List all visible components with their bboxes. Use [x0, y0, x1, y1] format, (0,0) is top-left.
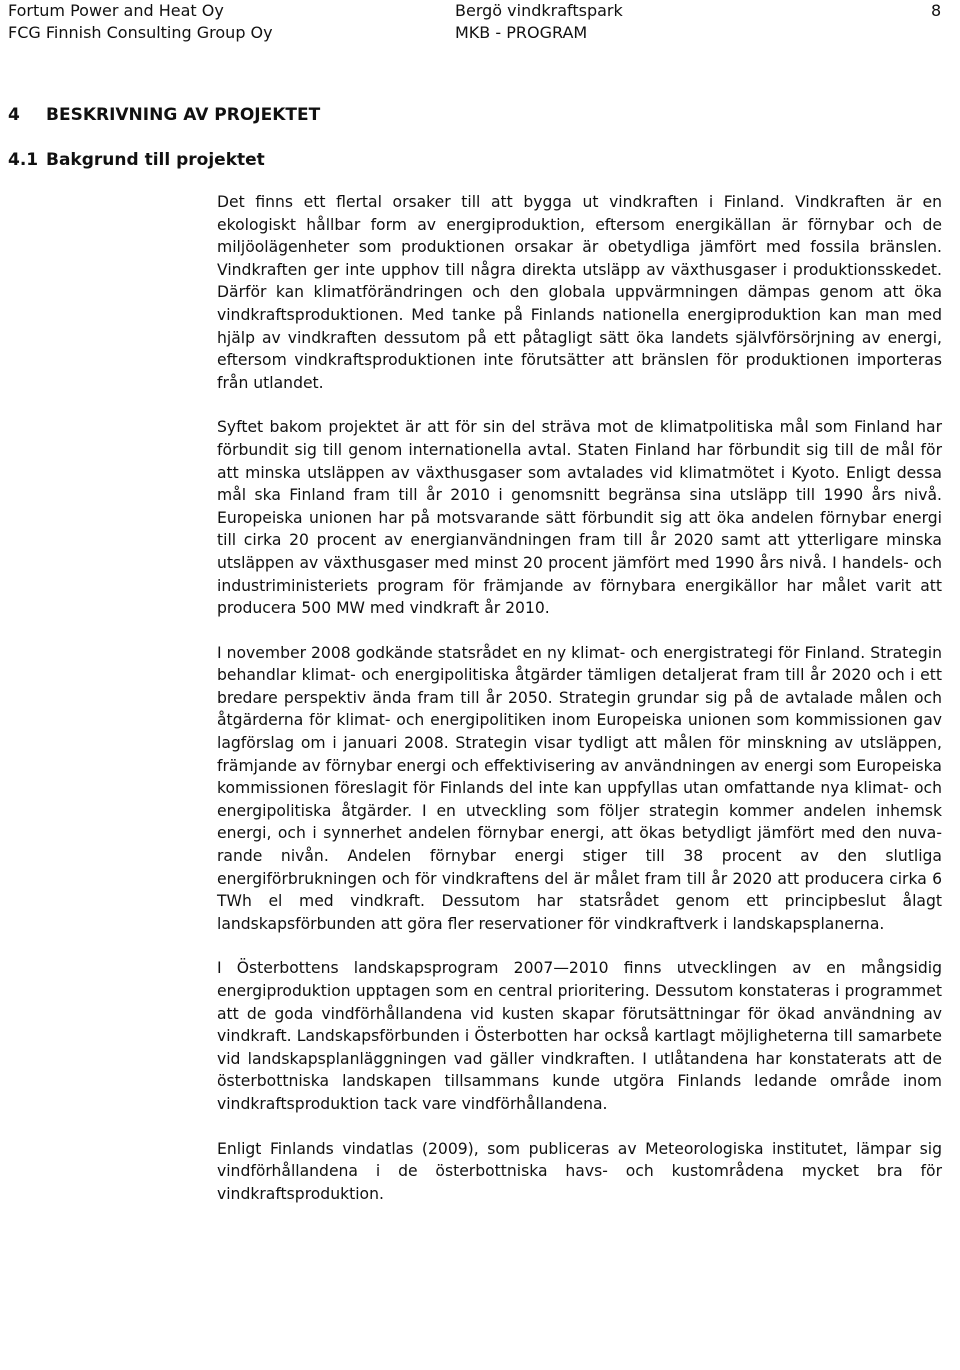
header-company-line1: Fortum Power and Heat Oy	[8, 1, 224, 20]
header-company-block	[8, 0, 273, 44]
header-project-block	[455, 0, 623, 44]
section-number: 4	[8, 105, 20, 125]
header-project-line2: MKB - PROGRAM	[455, 23, 588, 42]
section-heading-4	[8, 104, 320, 126]
paragraph-4: I Österbottens landskapsprogram 2007—2010 finns utvecklingen av en mångsidig energiproduktion upptagen som en central prioritering. Dessutom konstateras i programmet att de goda vindförhållandena vid kusten skapar förutsättningar för ökad användning av vindkraft. Landskapsförbunden i Österbotten har också kartlagt möjligheterna till samarbete vid landskapsplanläggningen vad gäller vindkraften. I utlåtandena har konstaterats att de österbottniska landskapen tillsammans kunde utgöra Finlands ledande område inom vindkraftsproduktion tack vare vindförhållandena.	[217, 959, 942, 1113]
paragraph-2: Syftet bakom projektet är att för sin del sträva mot de klimatpolitiska mål som Finland har förbundit sig till genom internationella avtal. Staten Finland har förbundit sig till de mål för att minska utsläppen av växthusgaser som avtalades vid klimatmötet i Kyoto. Enligt dessa mål ska Finland fram till år 2010 i genomsnitt begränsa sina utsläpp till 1990 års nivå. Europeiska unionen har på motsvarande sätt förbundit sig att öka andelen förnybar energi till cirka 20 procent av energianvändningen fram till år 2020 samt att ytterligare minska utsläppen av växthusgaser med minst 20 procent jämfört med 1990 års nivå. I handels- och industriministeriets program för främjande av förnybara energikällor har målet varit att producera 500 MW med vindkraft år 2010.	[217, 418, 942, 618]
page-header	[0, 0, 960, 48]
paragraph-3: I november 2008 godkände statsrådet en ny klimat- och energistrategi för Finland. Strategin behandlar klimat- och energipolitiska åtgärder tämligen detaljerat fram till år 2020 och i ett bredare perspektiv ända fram till år 2050. Strategin grundar sig på de avtalade målen och åtgärderna för klimat- och energipolitiken inom Europeiska unionen som kommissionen gav lagförslag om i januari 2008. Strategin visar tydligt att målen för minskning av utsläppen, främjande av förnybar energi och effektivisering av användningen av energi som Europeiska kommissionen föreslagit för Finlands del inte kan uppfyllas utan omfattande nya klimat- och energipolitiska åtgärder. I en utveckling som följer strategin kommer andelen inhemsk energi, och i synnerhet andelen förnybar energi, att ökas betydligt jämfört med den nuvarande nivån. Andelen förnybar energi stiger till 38 procent av den slutliga energiförbrukningen och för vindkraftens del är målet fram till år 2020 att producera cirka 6 TWh el med vindkraft. Dessutom har statsrådet genom ett principbeslut ålagt landskapsförbunden att göra fler reservationer för vindkraftverk i landskapsplanerna.	[217, 643, 942, 933]
header-company-line2: FCG Finnish Consulting Group Oy	[8, 23, 273, 42]
section-heading-4-1	[8, 149, 265, 171]
body-text	[217, 191, 942, 1227]
paragraph-5: Enligt Finlands vindatlas (2009), som publiceras av Meteorologiska institutet, lämpar sig vindförhållandena i de österbottniska havs- och kustområdena mycket bra för vindkraftsproduktion.	[217, 1139, 942, 1203]
header-page-number: 8	[931, 1, 942, 20]
header-project-line1: Bergö vindkraftspark	[455, 1, 623, 20]
section-title: Bakgrund till projektet	[46, 150, 265, 170]
paragraph-1: Det finns ett flertal orsaker till att bygga ut vindkraften i Finland. Vindkraften är en ekologiskt hållbar form av energiproduktion, eftersom energikällan är förnybar och de miljöolägenheter som produktionen orsakar är obetydliga jämfört med fossila bränslen. Vindkraften ger inte upphov till några direkta utsläpp av växthusgaser i produktionsskedet. Därför kan klimatförändringen och den globala uppvärmningen dämpas genom att öka vindkraftsproduktionen. Med tanke på Finlands nationella energiproduktion kan man med hjälp av vindkraften dessutom på ett påtagligt sätt öka landets självförsörjning av energi, eftersom vindkraftsproduktionen inte förutsätter att bränslen för produktionen importeras från utlandet.	[217, 193, 942, 392]
section-number: 4.1	[8, 150, 39, 170]
section-title: BESKRIVNING AV PROJEKTET	[46, 105, 321, 125]
